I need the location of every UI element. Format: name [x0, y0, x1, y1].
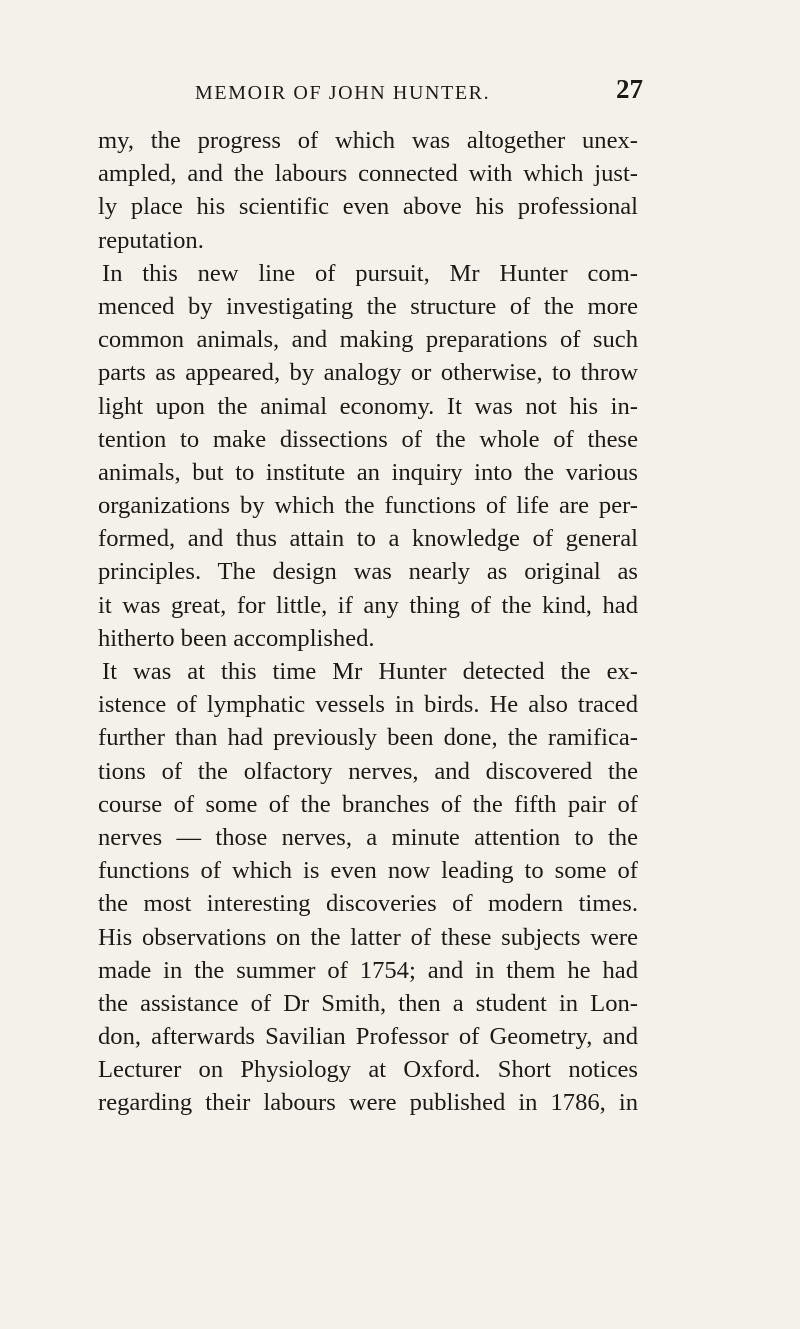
- text-line: the assistance of Dr Smith, then a student in Lon-: [98, 989, 638, 1017]
- paragraph-start-line: It was at this time Mr Hunter detected the ex-: [102, 658, 638, 685]
- text-line: further than had previously been done, the ramifica-: [98, 724, 638, 752]
- page-number: 27: [616, 74, 643, 104]
- body-text: [98, 124, 638, 1120]
- text-line: course of some of the branches of the fifth pair of: [98, 790, 638, 818]
- text-line: His observations on the latter of these subjects were: [98, 923, 638, 951]
- text-line: my, the progress of which was altogether unex-: [98, 127, 638, 154]
- text-line: Lecturer on Physiology at Oxford. Short notices: [98, 1056, 638, 1084]
- text-line: common animals, and making preparations of such: [98, 326, 638, 354]
- header-title: MEMOIR OF JOHN HUNTER.: [195, 82, 491, 104]
- text-line: formed, and thus attain to a knowledge of general: [98, 525, 638, 553]
- paragraph-start-line: In this new line of pursuit, Mr Hunter com-: [102, 259, 638, 287]
- text-line: light upon the animal economy. It was not his in-: [98, 392, 638, 420]
- text-line: animals, but to institute an inquiry into the various: [98, 458, 638, 486]
- running-head: [0, 74, 800, 110]
- text-line: ly place his scientific even above his professional: [98, 193, 638, 221]
- text-line: tention to make dissections of the whole of these: [98, 425, 638, 453]
- paragraph-end-line: hitherto been accomplished.: [98, 624, 375, 652]
- text-line: regarding their labours were published in 1786, in: [98, 1089, 638, 1117]
- text-line: the most interesting discoveries of modern times.: [98, 890, 638, 918]
- text-line: principles. The design was nearly as original as: [98, 558, 638, 586]
- paragraph-end-line: reputation.: [98, 226, 204, 254]
- text-line: istence of lymphatic vessels in birds. He also traced: [98, 691, 638, 719]
- text-line: nerves — those nerves, a minute attention to the: [98, 823, 638, 851]
- text-line: tions of the olfactory nerves, and discovered the: [98, 757, 638, 785]
- text-line: functions of which is even now leading to some of: [98, 857, 638, 885]
- text-line: menced by investigating the structure of the more: [98, 292, 638, 320]
- text-line: it was great, for little, if any thing of the kind, had: [98, 591, 638, 619]
- text-line: ampled, and the labours connected with which just-: [98, 160, 638, 188]
- text-line: made in the summer of 1754; and in them he had: [98, 956, 638, 984]
- text-line: don, afterwards Savilian Professor of Geometry, and: [98, 1023, 638, 1051]
- text-line: parts as appeared, by analogy or otherwise, to throw: [98, 359, 638, 387]
- text-line: organizations by which the functions of life are per-: [98, 492, 638, 520]
